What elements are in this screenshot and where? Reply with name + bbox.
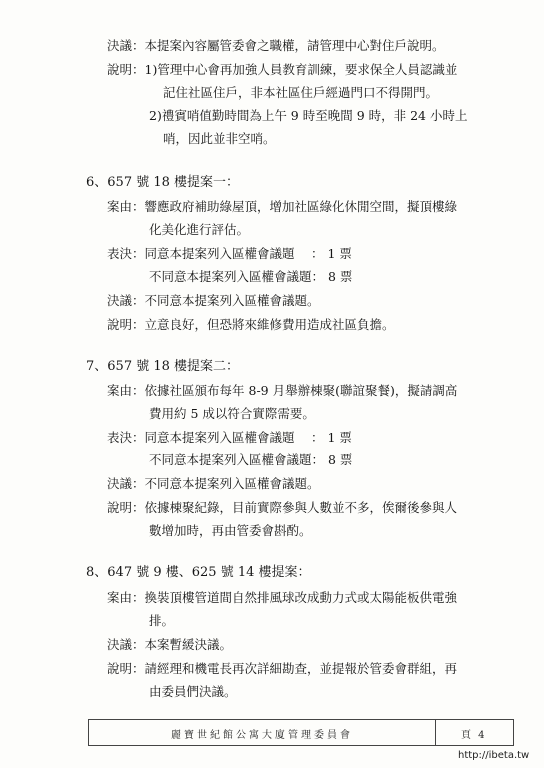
explanation-row <box>107 660 457 678</box>
explanation-text: 哨，因此並非空哨。 <box>163 131 276 146</box>
explanation-label: 說明： <box>107 661 145 676</box>
resolution-label: 決議： <box>107 637 145 652</box>
cause-text: 換裝頂樓管道間自然排風球改成動力式或太陽能板供電強 <box>144 590 458 605</box>
vote-row-against <box>149 451 352 469</box>
explanation-text: 記住社區住戶，非本社區住戶經過門口不得開門。 <box>163 85 439 100</box>
explanation-row <box>107 316 395 334</box>
cause-text: 依據社區頒布每年 8-9 月舉辦棟聚(聯誼聚餐)，擬請調高 <box>144 383 458 398</box>
resolution-label: 決議： <box>107 476 145 491</box>
vote-row <box>107 429 352 447</box>
explanation-row <box>107 61 457 79</box>
explanation-text: 1)管理中心會再加強人員教育訓練，要求保全人員認識並 <box>144 62 458 77</box>
explanation-continuation <box>149 683 237 701</box>
page-number: 頁 4 <box>461 730 487 741</box>
cause-text: 化美化進行評估。 <box>149 222 250 237</box>
cause-text: 響應政府補助綠屋頂，增加社區綠化休閒空間，擬頂樓綠 <box>144 199 458 214</box>
explanation-text: 依據棟聚紀錄，目前實際參與人數並不多，俟爾後參與人 <box>144 500 458 515</box>
explanation-label: 說明： <box>107 500 145 515</box>
proposal-heading <box>86 564 311 582</box>
explanation-continuation <box>163 84 438 102</box>
footer-divider <box>435 720 436 745</box>
vote-text: 同意本提案列入區權會議題 ： 1 票 <box>144 246 352 261</box>
explanation-label: 說明： <box>107 62 145 77</box>
vote-text: 不同意本提案列入區權會議題： 8 票 <box>149 269 353 284</box>
resolution-text: 不同意本提案列入區權會議題。 <box>144 293 320 308</box>
vote-text: 不同意本提案列入區權會議題： 8 票 <box>149 452 353 467</box>
explanation-text: 立意良好，但恐將來維修費用造成社區負擔。 <box>144 317 395 332</box>
cause-label: 案由： <box>107 199 145 214</box>
cause-label: 案由： <box>107 383 145 398</box>
vote-label: 表決： <box>107 246 145 261</box>
proposal-heading-text: 7、657 號 18 樓提案二： <box>86 359 240 374</box>
explanation-label: 說明： <box>107 317 145 332</box>
cause-continuation <box>149 221 249 239</box>
explanation-text: 由委員們決議。 <box>149 684 237 699</box>
vote-text: 同意本提案列入區權會議題 ： 1 票 <box>144 430 352 445</box>
resolution-text: 不同意本提案列入區權會議題。 <box>144 476 320 491</box>
proposal-heading <box>86 358 239 376</box>
resolution-row <box>107 37 445 55</box>
page-footer <box>88 719 514 746</box>
footer-title: 麗寶世紀館公寓大廈管理委員會 <box>171 730 353 741</box>
cause-label: 案由： <box>107 590 145 605</box>
explanation-row <box>107 499 457 517</box>
explanation-text: 數增加時，再由管委會斟酌。 <box>149 523 312 538</box>
resolution-label: 決議： <box>107 38 145 53</box>
watermark: http://ibeta.tw <box>458 750 530 761</box>
cause-text: 排。 <box>149 613 175 628</box>
resolution-label: 決議： <box>107 293 145 308</box>
vote-label: 表決： <box>107 430 145 445</box>
cause-row <box>107 198 457 216</box>
resolution-text: 本案暫緩決議。 <box>144 637 233 652</box>
resolution-row <box>107 636 232 654</box>
proposal-heading-text: 8、647 號 9 樓、625 號 14 樓提案： <box>86 565 311 580</box>
vote-row <box>107 245 352 263</box>
proposal-heading <box>86 174 239 192</box>
resolution-row <box>107 475 320 493</box>
cause-row <box>107 589 457 607</box>
explanation-continuation <box>149 522 312 540</box>
explanation-text: 2)禮賓哨值勤時間為上午 9 時至晚間 9 時，非 24 小時上 <box>149 108 468 123</box>
cause-continuation <box>149 405 315 423</box>
resolution-text: 本提案內容屬管委會之職權，請管理中心對住戶說明。 <box>144 38 445 53</box>
cause-continuation <box>149 612 174 630</box>
explanation-continuation <box>163 130 276 148</box>
resolution-row <box>107 292 320 310</box>
cause-text: 費用約 5 成以符合實際需要。 <box>149 406 315 421</box>
vote-row-against <box>149 268 352 286</box>
explanation-text: 請經理和機電長再次詳細勘查，並提報於管委會群組，再 <box>144 661 458 676</box>
cause-row <box>107 382 457 400</box>
proposal-heading-text: 6、657 號 18 樓提案一： <box>86 175 240 190</box>
explanation-row <box>149 107 467 125</box>
